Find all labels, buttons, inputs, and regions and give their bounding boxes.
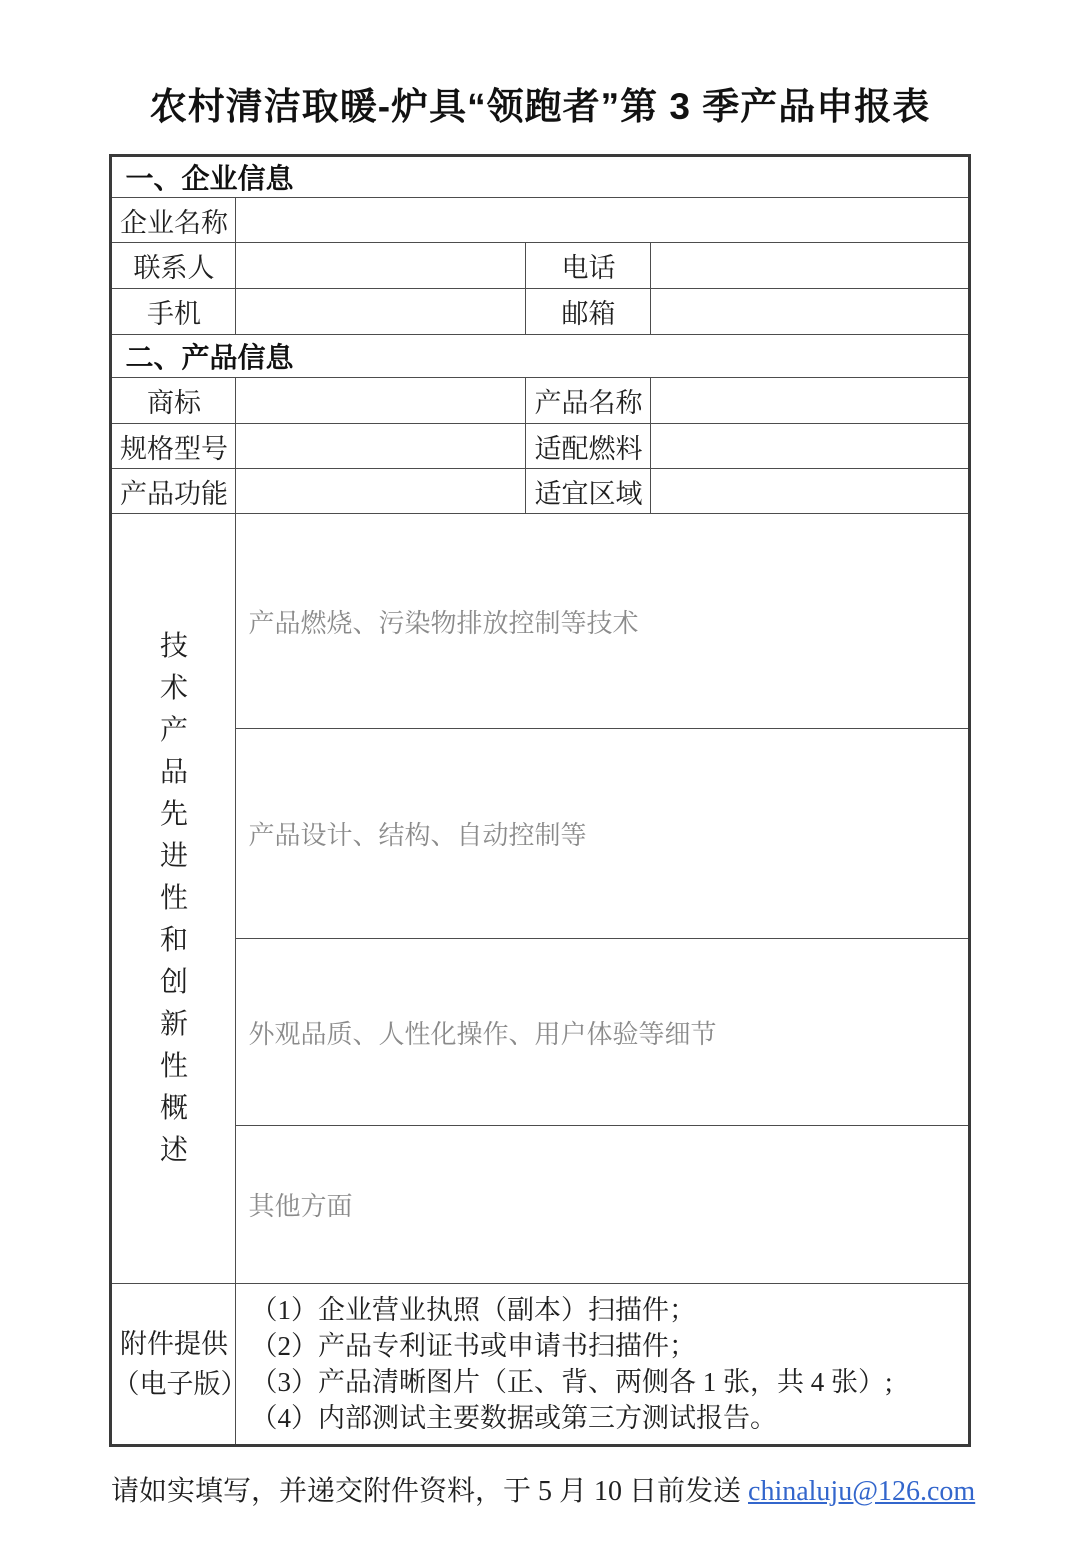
field-label-trademark: 商标 <box>111 378 236 424</box>
field-label-product-name: 产品名称 <box>526 378 651 424</box>
section-header-product: 二、产品信息 <box>111 335 969 378</box>
company-name-input-cell[interactable] <box>236 198 969 243</box>
page-title: 农村清洁取暖-炉具“领跑者”第 3 季产品申报表 <box>149 86 931 127</box>
function-input-cell[interactable] <box>236 469 526 514</box>
tech-section-label-text: 技术产品先进性和创新性概述 <box>159 630 188 1166</box>
field-label-spec-model: 规格型号 <box>111 424 236 469</box>
trademark-input-cell[interactable] <box>236 378 526 424</box>
phone-input-cell[interactable] <box>651 243 969 289</box>
attachment-list <box>236 1284 969 1446</box>
tech-section-label <box>111 514 236 1284</box>
field-label-company-name: 企业名称 <box>111 198 236 243</box>
field-label-fuel: 适配燃料 <box>526 424 651 469</box>
field-label-phone: 电话 <box>526 243 651 289</box>
region-input-cell[interactable] <box>651 469 969 514</box>
section-header-company: 一、企业信息 <box>111 156 969 198</box>
attachment-label <box>111 1284 248 1446</box>
attachment-item-license: （1）企业营业执照（副本）扫描件； <box>250 1295 696 1325</box>
field-label-function: 产品功能 <box>111 469 236 514</box>
tech-other-input-cell[interactable]: 其他方面 <box>236 1126 969 1284</box>
tech-design-input-cell[interactable]: 产品设计、结构、自动控制等 <box>236 729 969 939</box>
tech-combustion-input-cell[interactable]: 产品燃烧、污染物排放控制等技术 <box>236 514 969 729</box>
tech-appearance-input-cell[interactable]: 外观品质、人性化操作、用户体验等细节 <box>236 939 969 1126</box>
email-link[interactable]: chinaluju@126.com <box>748 1476 976 1507</box>
spec-model-input-cell[interactable] <box>236 424 526 469</box>
declaration-table <box>109 154 970 1447</box>
footer-note-text: 请如实填写，并递交附件资料，于 5 月 10 日前发送 <box>111 1476 749 1507</box>
attachment-label-line1: 附件提供 <box>119 1329 228 1359</box>
attachment-item-photos: （3）产品清晰图片（正、背、两侧各 1 张，共 4 张）; <box>250 1367 893 1397</box>
fuel-input-cell[interactable] <box>651 424 969 469</box>
field-label-mobile: 手机 <box>111 289 236 335</box>
contact-input-cell[interactable] <box>236 243 526 289</box>
field-label-region: 适宜区域 <box>526 469 651 514</box>
mobile-input-cell[interactable] <box>236 289 526 335</box>
field-label-contact: 联系人 <box>111 243 236 289</box>
product-name-input-cell[interactable] <box>651 378 969 424</box>
attachment-item-patent: （2）产品专利证书或申请书扫描件； <box>250 1331 696 1361</box>
email-input-cell[interactable] <box>651 289 969 335</box>
attachment-label-line2: （电子版） <box>112 1369 248 1399</box>
field-label-email: 邮箱 <box>526 289 651 335</box>
footer-note <box>111 1469 976 1509</box>
attachment-item-test-report: （4）内部测试主要数据或第三方测试报告。 <box>250 1403 777 1433</box>
